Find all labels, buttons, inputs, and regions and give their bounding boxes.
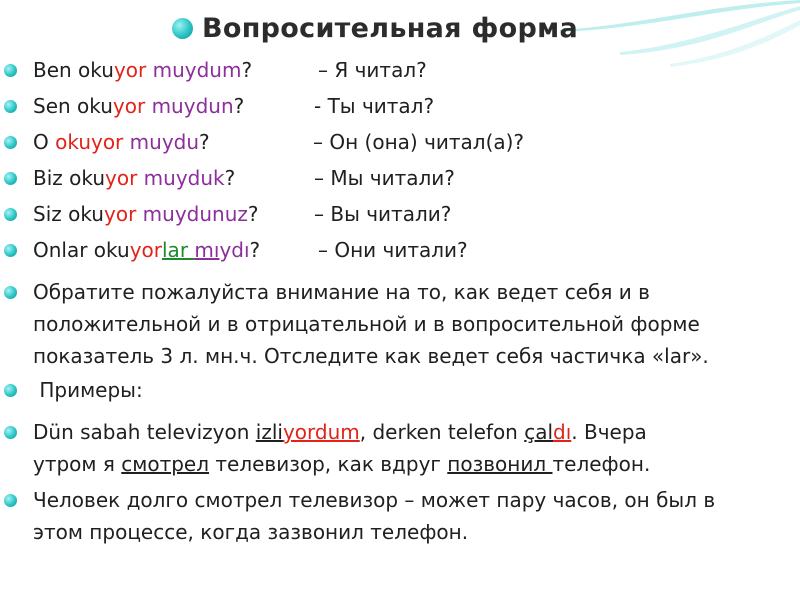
verb-stem-underlined: izli <box>255 420 283 444</box>
bullet-icon <box>4 244 17 257</box>
bullet-icon <box>4 208 17 221</box>
suffix-underlined: dı <box>553 420 572 444</box>
word-stem: Siz oku <box>33 202 104 226</box>
suffix-yor: yor <box>104 202 137 226</box>
translation: – Я читал? <box>318 58 427 82</box>
word-stem: Ben oku <box>33 58 114 82</box>
suffix-yor: yor <box>112 94 146 118</box>
bullet-icon <box>4 494 17 507</box>
suffix-lar: lar <box>162 238 195 262</box>
bullet-icon <box>4 64 17 77</box>
translation-underlined: смотрел <box>121 452 210 476</box>
title-row <box>172 8 578 48</box>
suffix-yor: yor <box>129 238 162 262</box>
title-bullet-icon <box>172 18 193 39</box>
word-stem: Onlar oku <box>33 238 130 262</box>
question-particle: muydun <box>151 94 234 118</box>
bullet-icon <box>4 384 17 397</box>
bullet-icon <box>4 100 17 113</box>
bullet-icon <box>4 426 17 439</box>
suffix-underlined: yordum <box>282 420 360 444</box>
translation-underlined: позвонил <box>447 452 553 476</box>
slide-title: Вопросительная форма <box>202 12 578 44</box>
bullet-icon <box>4 136 17 149</box>
translation: – Вы читали? <box>314 202 452 226</box>
translation: – Мы читали? <box>314 166 455 190</box>
word-stem: Biz oku <box>33 166 106 190</box>
suffix-yor: okuyor <box>55 130 124 154</box>
suffix-yor: yor <box>105 166 138 190</box>
verb-stem-underlined: çal <box>524 420 554 444</box>
question-particle: muyduk <box>143 166 225 190</box>
suffix-yor: yor <box>113 58 147 82</box>
translation: – Они читали? <box>318 238 468 262</box>
word-stem: Sen oku <box>33 94 113 118</box>
question-particle: muydu <box>129 130 200 154</box>
bullet-icon <box>4 172 17 185</box>
question-particle: muydum <box>152 58 242 82</box>
question-particle-end: ydı <box>219 238 250 262</box>
question-particle: muydunuz <box>142 202 248 226</box>
translation: - Ты читал? <box>314 94 435 118</box>
bullet-icon <box>4 286 17 299</box>
translation: – Он (она) читал(а)? <box>313 130 525 154</box>
question-particle: mı <box>194 238 220 262</box>
word-stem: O <box>33 130 56 154</box>
